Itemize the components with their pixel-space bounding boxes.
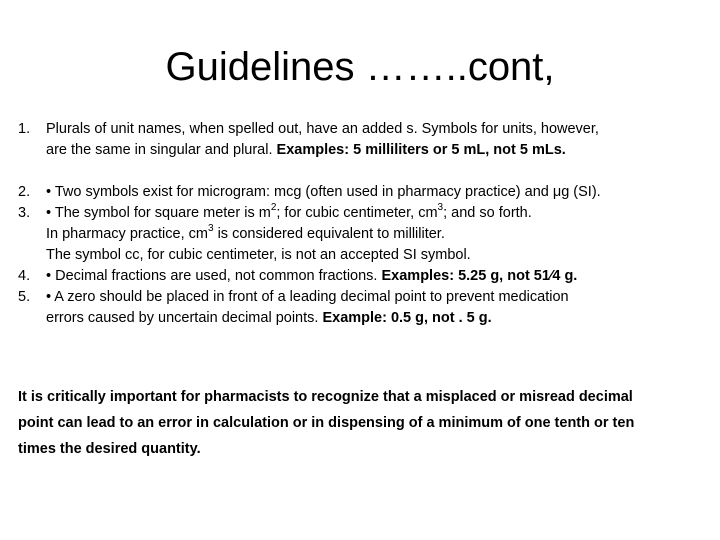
item-line: The symbol cc, for cubic centimeter, is not an accepted SI symbol. [46, 247, 471, 263]
item-number: 3. [18, 205, 31, 221]
list-item [18, 203, 708, 266]
example-text: Examples: 5 milliliters or 5 mL, not 5 mLs. [276, 142, 566, 158]
item-line: • A zero should be placed in front of a leading decimal point to prevent medication [46, 289, 569, 305]
example-text: Example: 0.5 g, not . 5 g. [322, 310, 492, 326]
item-number: 2. [18, 184, 31, 200]
item-line: • Decimal fractions are used, not common fractions. Examples: 5.25 g, not 51⁄4 g. [46, 268, 578, 284]
item-number: 1. [18, 121, 31, 137]
slide-title: Guidelines ……..cont, [165, 45, 555, 89]
item-line: In pharmacy practice, $cm^3$ is considered equivalent to milliliter. [46, 223, 445, 242]
guideline-list [18, 119, 708, 329]
item-line: • The symbol for square meter is $m^2$; for cubic centimeter, $cm^3$; and so forth. [46, 202, 532, 221]
list-item [18, 182, 708, 203]
item-line: are the same in singular and plural. Examples: 5 milliliters or 5 mL, not 5 mLs. [46, 142, 566, 158]
example-text: Examples: 5.25 g, not 51⁄4 g. [381, 268, 578, 284]
list-item [18, 287, 708, 329]
note-line: point can lead to an error in calculation or in dispensing of a minimum of one tenth or ten [18, 415, 635, 431]
item-line: Plurals of unit names, when spelled out, have an added s. Symbols for units, however, [46, 121, 599, 137]
note-line: times the desired quantity. [18, 441, 201, 457]
item-number: 5. [18, 289, 31, 305]
important-note [18, 384, 708, 462]
item-line: • Two symbols exist for microgram: mcg (often used in pharmacy practice) and μg (SI). [46, 184, 601, 200]
note-line: It is critically important for pharmacists to recognize that a misplaced or misread decimal [18, 389, 633, 405]
item-line: errors caused by uncertain decimal points. Example: 0.5 g, not . 5 g. [46, 310, 492, 326]
item-number: 4. [18, 268, 31, 284]
list-item [18, 119, 708, 161]
list-item [18, 266, 708, 287]
